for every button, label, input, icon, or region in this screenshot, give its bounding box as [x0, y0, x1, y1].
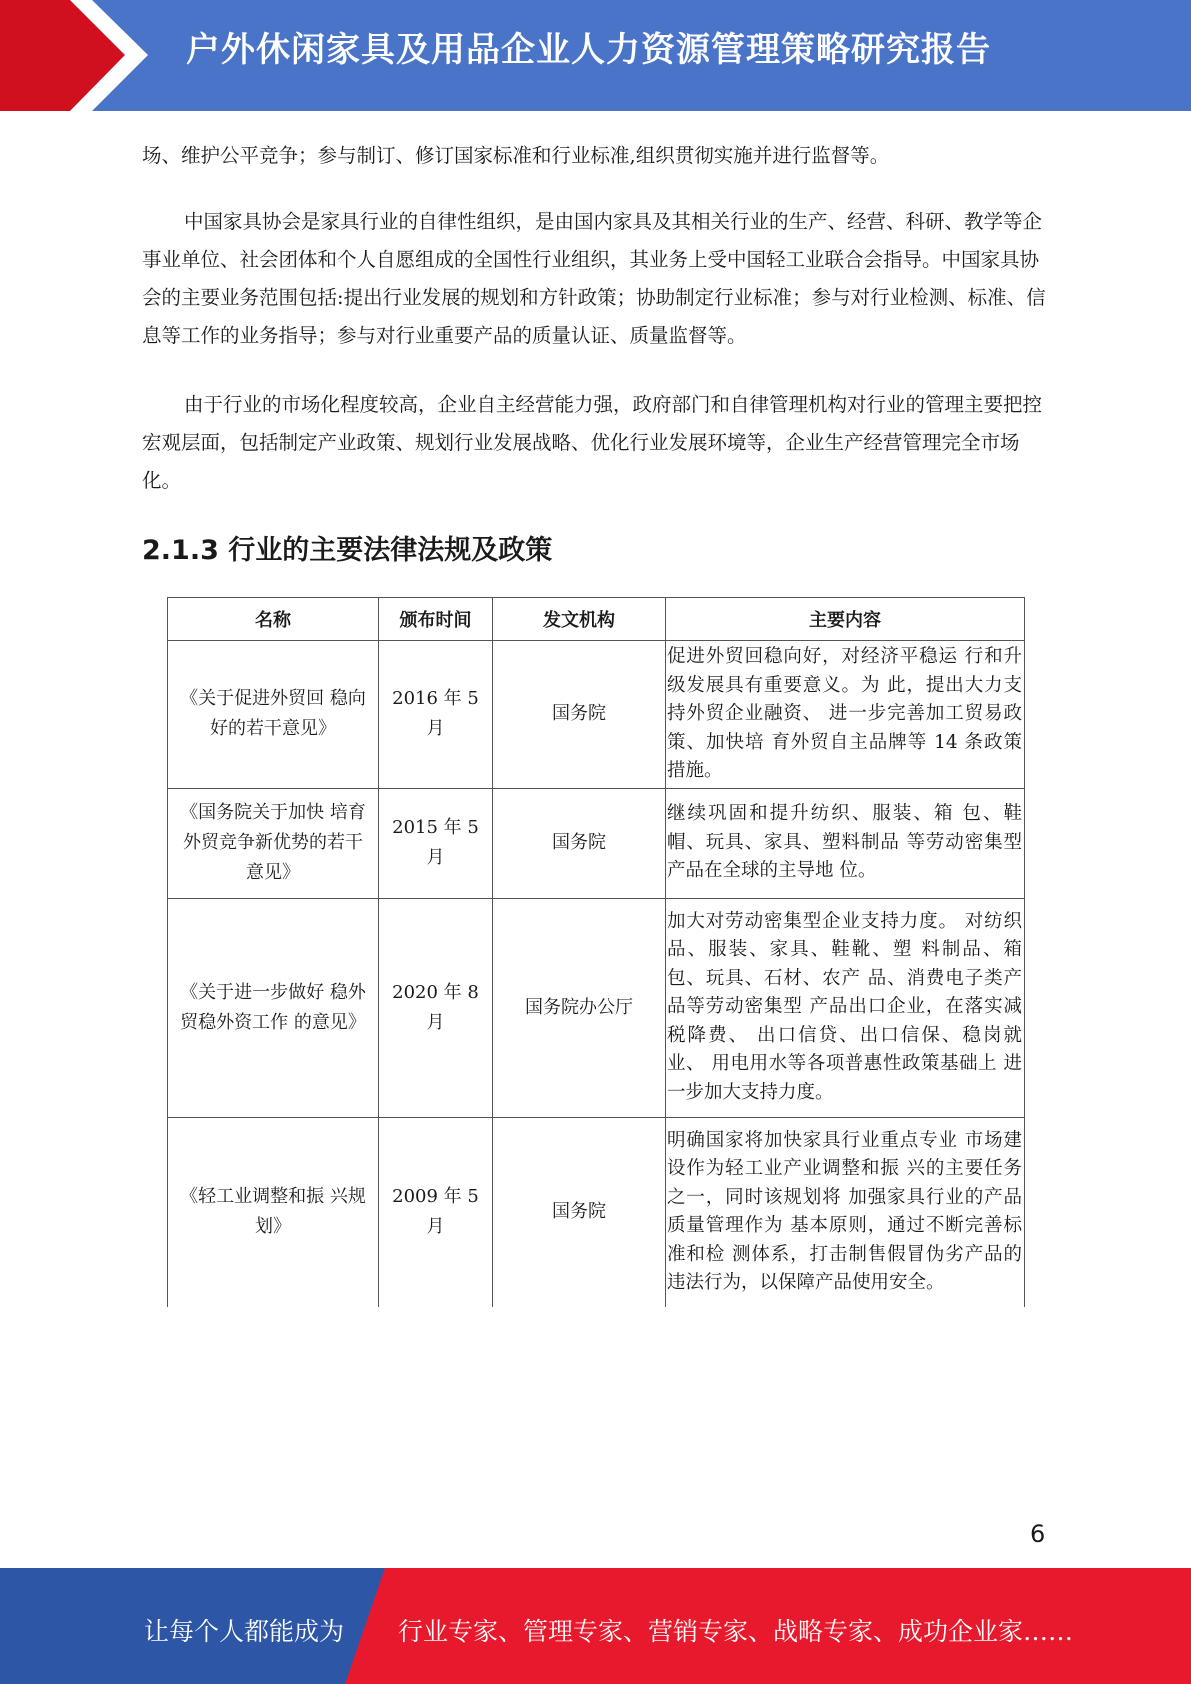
policy-org: 国务院	[493, 788, 666, 898]
policy-content: 促进外贸回稳向好，对经济平稳运 行和升级发展具有重要意义。为 此，提出大力支持外贸企业融资、 进一步完善加工贸易政策、加快培 育外贸自主品牌等 14 条政策措施。	[666, 641, 1025, 789]
table-row	[168, 1117, 1025, 1307]
policy-org: 国务院	[493, 641, 666, 789]
policy-org: 国务院办公厅	[493, 898, 666, 1117]
page-header	[0, 0, 1191, 111]
policy-content: 明确国家将加快家具行业重点专业 市场建设作为轻工业产业调整和振 兴的主要任务之一，同时该规划将 加强家具行业的产品质量管理作为 基本原则，通过不断完善标准和检 测体系，打击制售假冒伪劣产品的 违法行为，以保障产品使用安全。	[666, 1117, 1025, 1307]
policy-name: 《关于促进外贸回 稳向好的若干意见》	[168, 641, 379, 789]
policy-name: 《轻工业调整和振 兴规划》	[168, 1117, 379, 1307]
footer-slogan-right: 行业专家、管理专家、营销专家、战略专家、成功企业家……	[398, 1617, 1074, 1646]
paragraph-furniture-association: 中国家具协会是家具行业的自律性组织，是由国内家具及其相关行业的生产、经营、科研、教学等企事业单位、社会团体和个人自愿组成的全国性行业组织，其业务上受中国轻工业联合会指导。中国家具协会的主要业务范围包括:提出行业发展的规划和方针政策；协助制定行业标准；参与对行业检测、标准、信息等工作的业务指导；参与对行业重要产品的质量认证、质量监督等。	[142, 210, 1046, 347]
page-number: 6	[1030, 1520, 1046, 1548]
policy-date: 2020 年 8 月	[379, 898, 493, 1117]
report-title: 户外休闲家具及用品企业人力资源管理策略研究报告	[186, 30, 991, 70]
table-header-row	[168, 598, 1025, 641]
policy-date: 2015 年 5 月	[379, 788, 493, 898]
policy-content: 加大对劳动密集型企业支持力度。 对纺织品、服装、家具、鞋靴、塑 料制品、箱包、玩具、石材、农产 品、消费电子类产品等劳动密集型 产品出口企业，在落实减税降费、 出口信贷、出口信保、稳岗就业、 用电用水等各项普惠性政策基础上 进一步加大支持力度。	[666, 898, 1025, 1117]
section-heading: 2.1.3 行业的主要法律法规及政策	[142, 535, 553, 566]
policy-date: 2016 年 5 月	[379, 641, 493, 789]
chevron-logo-icon	[0, 0, 160, 111]
policy-table	[167, 597, 1025, 1307]
column-header-content: 主要内容	[666, 598, 1025, 641]
column-header-org: 发文机构	[493, 598, 666, 641]
table-row	[168, 788, 1025, 898]
paragraph-market-regulation: 由于行业的市场化程度较高，企业自主经营能力强，政府部门和自律管理机构对行业的管理主要把控宏观层面，包括制定产业政策、规划行业发展战略、优化行业发展环境等，企业生产经营管理完全市场化。	[142, 393, 1043, 492]
policy-content: 继续巩固和提升纺织、服装、箱 包、鞋帽、玩具、家具、塑料制品 等劳动密集型产品在全球的主导地 位。	[666, 788, 1025, 898]
table-row	[168, 641, 1025, 789]
page-footer	[0, 1568, 1191, 1684]
table-row	[168, 898, 1025, 1117]
policy-date: 2009 年 5 月	[379, 1117, 493, 1307]
column-header-name: 名称	[168, 598, 379, 641]
column-header-date: 颁布时间	[379, 598, 493, 641]
policy-name: 《关于进一步做好 稳外贸稳外资工作 的意见》	[168, 898, 379, 1117]
paragraph-continuation: 场、维护公平竞争；参与制订、修订国家标准和行业标准,组织贯彻实施并进行监督等。	[142, 144, 890, 167]
footer-slogan-left: 让每个人都能成为	[144, 1617, 345, 1646]
policy-org: 国务院	[493, 1117, 666, 1307]
policy-name: 《国务院关于加快 培育外贸竞争新优势的若干意见》	[168, 788, 379, 898]
